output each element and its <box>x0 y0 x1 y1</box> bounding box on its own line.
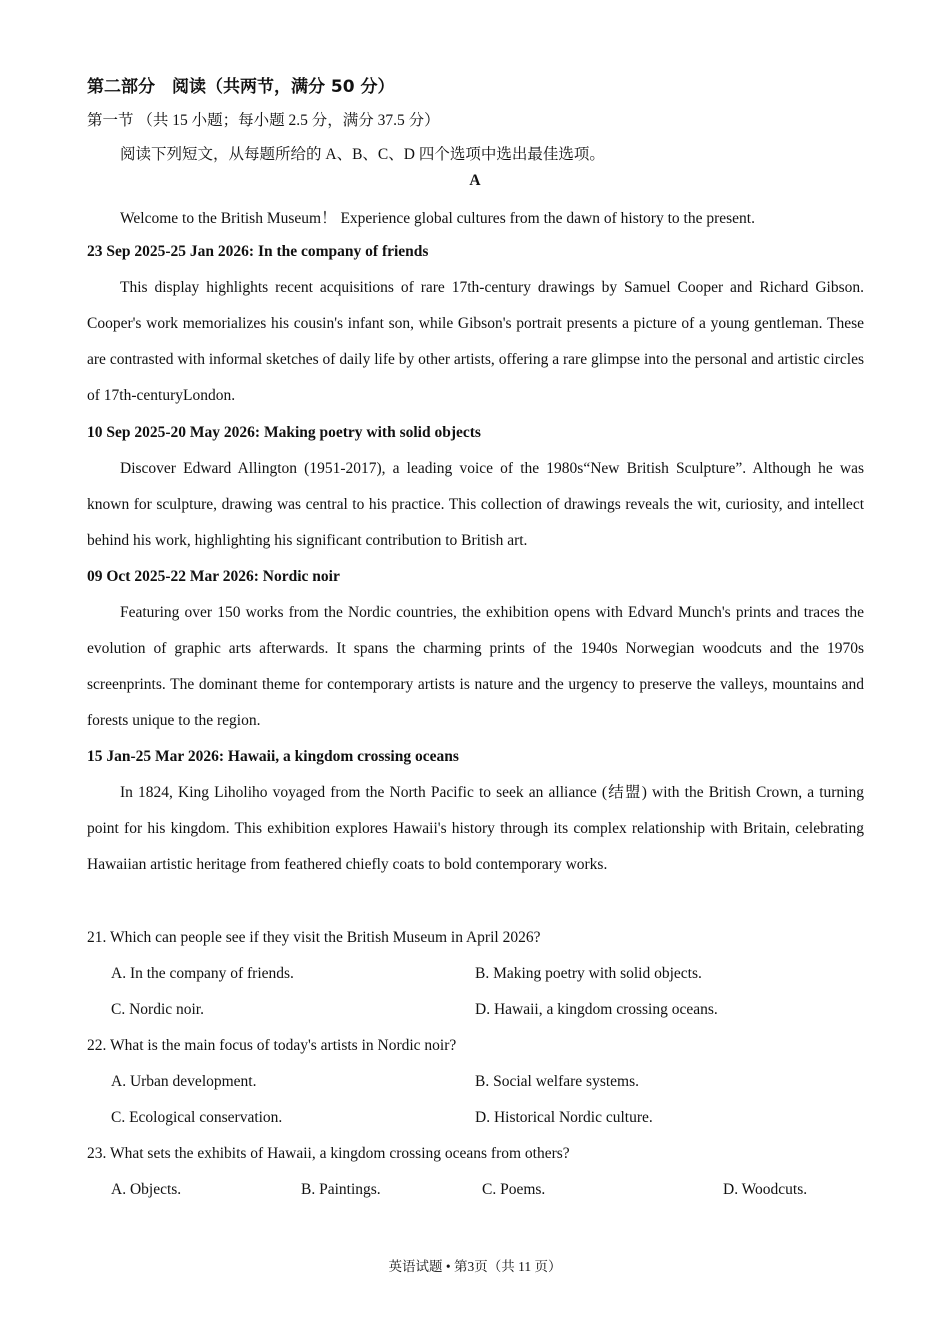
exhibition-heading: 23 Sep 2025-25 Jan 2026: In the company of friends <box>87 243 429 260</box>
answer-option[interactable]: B. Paintings. <box>301 1181 381 1198</box>
answer-option[interactable]: B. Social welfare systems. <box>475 1073 640 1090</box>
answer-option[interactable]: A. In the company of friends. <box>111 965 294 982</box>
part-title: 第二部分 阅读（共两节，满分 50 分） <box>87 77 395 97</box>
answer-option[interactable]: D. Woodcuts. <box>723 1181 808 1198</box>
answer-option[interactable]: D. Hawaii, a kingdom crossing oceans. <box>475 1001 718 1018</box>
question-stem: 23. What sets the exhibits of Hawaii, a kingdom crossing oceans from others? <box>87 1145 570 1162</box>
instruction: 阅读下列短文，从每题所给的 A、B、C、D 四个选项中选出最佳选项。 <box>120 146 605 163</box>
exhibition-text: This display highlights recent acquisitions of rare 17th-century drawings by Samuel Cooper and Richard Gibson. Cooper's work memorializes his cousin's infant son, while Gibson's portrait presents a picture of a young gentleman. These are contrasted with informal sketches of daily life by other artists, offering a rare glimpse into the personal and artistic circles of 17th-centuryLondon. <box>87 279 864 404</box>
answer-option[interactable]: D. Historical Nordic culture. <box>475 1109 653 1126</box>
passage-intro: Welcome to the British Museum！ Experience global cultures from the dawn of history to the present. <box>120 210 755 227</box>
passage-label: A <box>469 172 481 189</box>
answer-option[interactable]: B. Making poetry with solid objects. <box>475 965 702 982</box>
answer-option[interactable]: A. Objects. <box>111 1181 182 1198</box>
question-stem: 22. What is the main focus of today's artists in Nordic noir? <box>87 1037 457 1054</box>
answer-option[interactable]: C. Poems. <box>482 1181 546 1198</box>
exhibition-text: Discover Edward Allington (1951-2017), a leading voice of the 1980s“New British Sculpture”. Although he was known for sculpture, drawing was central to his practice. This collection of drawings reveals the wit, curiosity, and intellect behind his work, highlighting his significant contribution to British art. <box>87 460 864 549</box>
answer-option[interactable]: C. Ecological conservation. <box>111 1109 283 1126</box>
question-stem: 21. Which can people see if they visit the British Museum in April 2026? <box>87 929 541 946</box>
answer-option[interactable]: C. Nordic noir. <box>111 1001 204 1018</box>
exhibition-heading: 15 Jan-25 Mar 2026: Hawaii, a kingdom crossing oceans <box>87 748 459 765</box>
exhibition-heading: 10 Sep 2025-20 May 2026: Making poetry with solid objects <box>87 424 481 441</box>
exhibition-text: Featuring over 150 works from the Nordic countries, the exhibition opens with Edvard Munch's prints and traces the evolution of graphic arts afterwards. It spans the charming prints of the 1940s Norwegian woodcuts and the 1970s screenprints. The dominant theme for contemporary artists is nature and the urgency to preserve the valleys, mountains and forests unique to the region. <box>87 604 864 729</box>
exhibition-heading: 09 Oct 2025-22 Mar 2026: Nordic noir <box>87 568 340 585</box>
exhibition-text: In 1824, King Liholiho voyaged from the North Pacific to seek an alliance (结盟) with the British Crown, a turning point for his kingdom. This exhibition explores Hawaii's history through its complex relationship with Britain, celebrating Hawaiian artistic heritage from feathered chiefly coats to bold contemporary works. <box>87 784 864 873</box>
answer-option[interactable]: A. Urban development. <box>111 1073 257 1090</box>
section-title: 第一节 （共 15 小题；每小题 2.5 分，满分 37.5 分） <box>87 112 440 129</box>
page-footer: 英语试题 • 第3页（共 11 页） <box>388 1259 562 1274</box>
